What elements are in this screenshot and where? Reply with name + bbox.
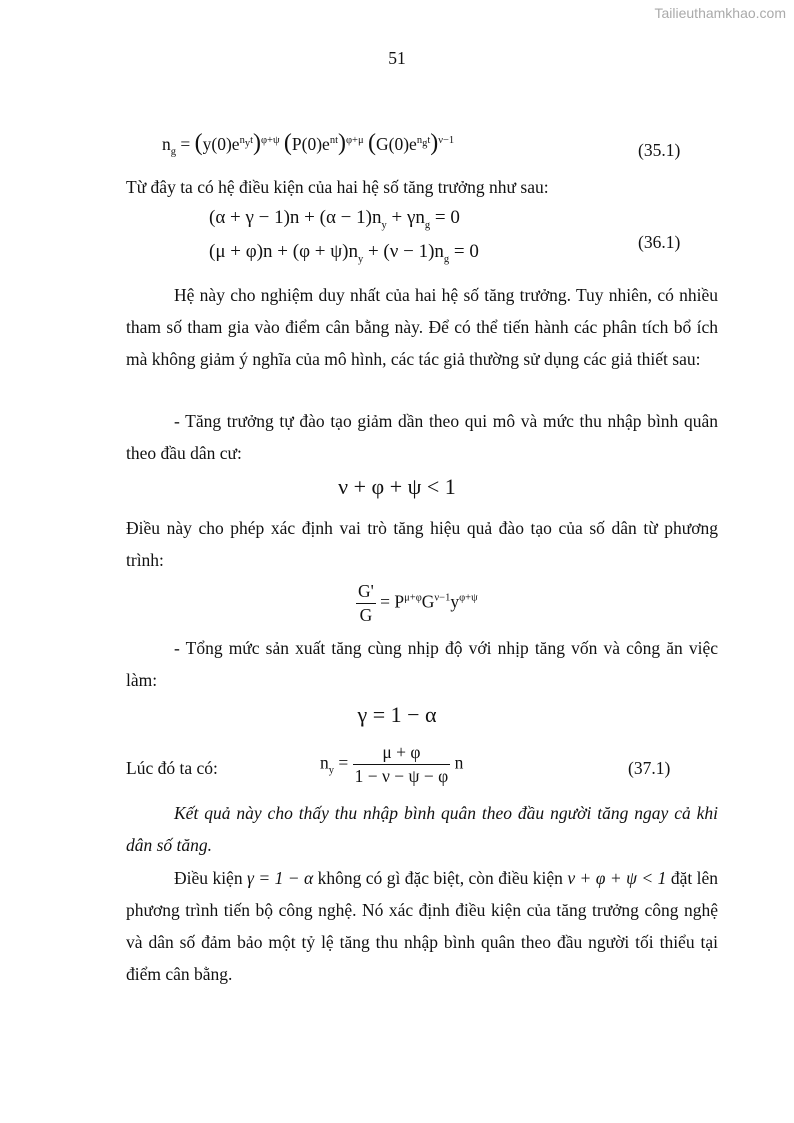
inline-formula-gamma: γ = 1 − α [247, 868, 314, 888]
paragraph-intro: Từ đây ta có hệ điều kiện của hai hệ số tăng trưởng như sau: [126, 177, 549, 197]
text-condition-rest: lên phương trình tiến bộ công nghệ. Nó xác định điều kiện của tăng trưởng công nghệ và dân số đảm bảo một tỷ lệ tăng thu nhập bình quân theo đầu người tối thiểu tại điểm cân bằng. [126, 868, 719, 984]
equation-nu-phi-psi: ν + φ + ψ < 1 [338, 474, 456, 499]
text-condition-c: đặt [670, 868, 693, 888]
paragraph-conditions [126, 862, 718, 990]
paragraph-system: Hệ này cho nghiệm duy nhất của hai hệ số tăng trưởng. Tuy nhiên, có nhiều tham số tham gia vào điểm cân bằng này. Để có thể tiến hành các phân tích bổ ích mà không giảm ý nghĩa của mô hình, các tác giả thường sử dụng các giả thiết sau: [126, 285, 718, 369]
paragraph-assumption-1: - Tăng trưởng tự đào tạo giảm dần theo qui mô và mức thu nhập bình quân theo đầu dân cư: [126, 411, 718, 463]
text-condition-a: Điều kiện [174, 868, 243, 888]
equation-g-growth: $\frac{G'}{G}$ = $P^{\mu+\varphi}G^{\nu-1}y^{\varphi+\psi}$ [358, 581, 478, 625]
paragraph-assumption-2: - Tổng mức sản xuất tăng cùng nhịp độ với nhịp tăng vốn và công ăn việc làm: [126, 638, 718, 690]
equation-gamma: γ = 1 − α [357, 702, 437, 727]
paragraph-efficiency: Điều này cho phép xác định vai trò tăng hiệu quả đào tạo của số dân từ phương trình: [126, 518, 718, 570]
label-then: Lúc đó ta có: [126, 758, 218, 778]
equation-tag-37-1: (37.1) [628, 758, 671, 778]
equation-35-1: $n_g = (y(0)e^{n_yt})^{\varphi+\psi}$ $(P(0)e^{nt})^{\varphi+\mu}$ $(G(0)e^{n_gt})^{\nu-1}$ [162, 130, 455, 158]
page-number: 51 [388, 48, 406, 68]
paragraph-result: Kết quả này cho thấy thu nhập bình quân theo đầu người tăng ngay cả khi dân số tăng. [126, 803, 718, 855]
watermark: Tailieuthamkhao.com [654, 5, 786, 21]
equation-tag-36-1: (36.1) [638, 232, 681, 252]
equation-37-1: $n_y$ = $\frac{\mu + \varphi}{1 - \nu - \psi - \varphi}$ n [320, 742, 464, 786]
equation-tag-35-1: (35.1) [638, 140, 681, 160]
equation-36-1-line-1: $(\alpha + \gamma - 1)n + (\alpha - 1)n_y + \gamma n_g = 0$ [209, 207, 460, 231]
inline-formula-nu: ν + φ + ψ < 1 [567, 868, 667, 888]
text-condition-b: không có gì đặc biệt, còn điều kiện [317, 868, 563, 888]
equation-36-1-line-2: $(\mu + \varphi)n + (\varphi + \psi)n_y + (\nu - 1)n_g = 0$ [209, 241, 479, 265]
